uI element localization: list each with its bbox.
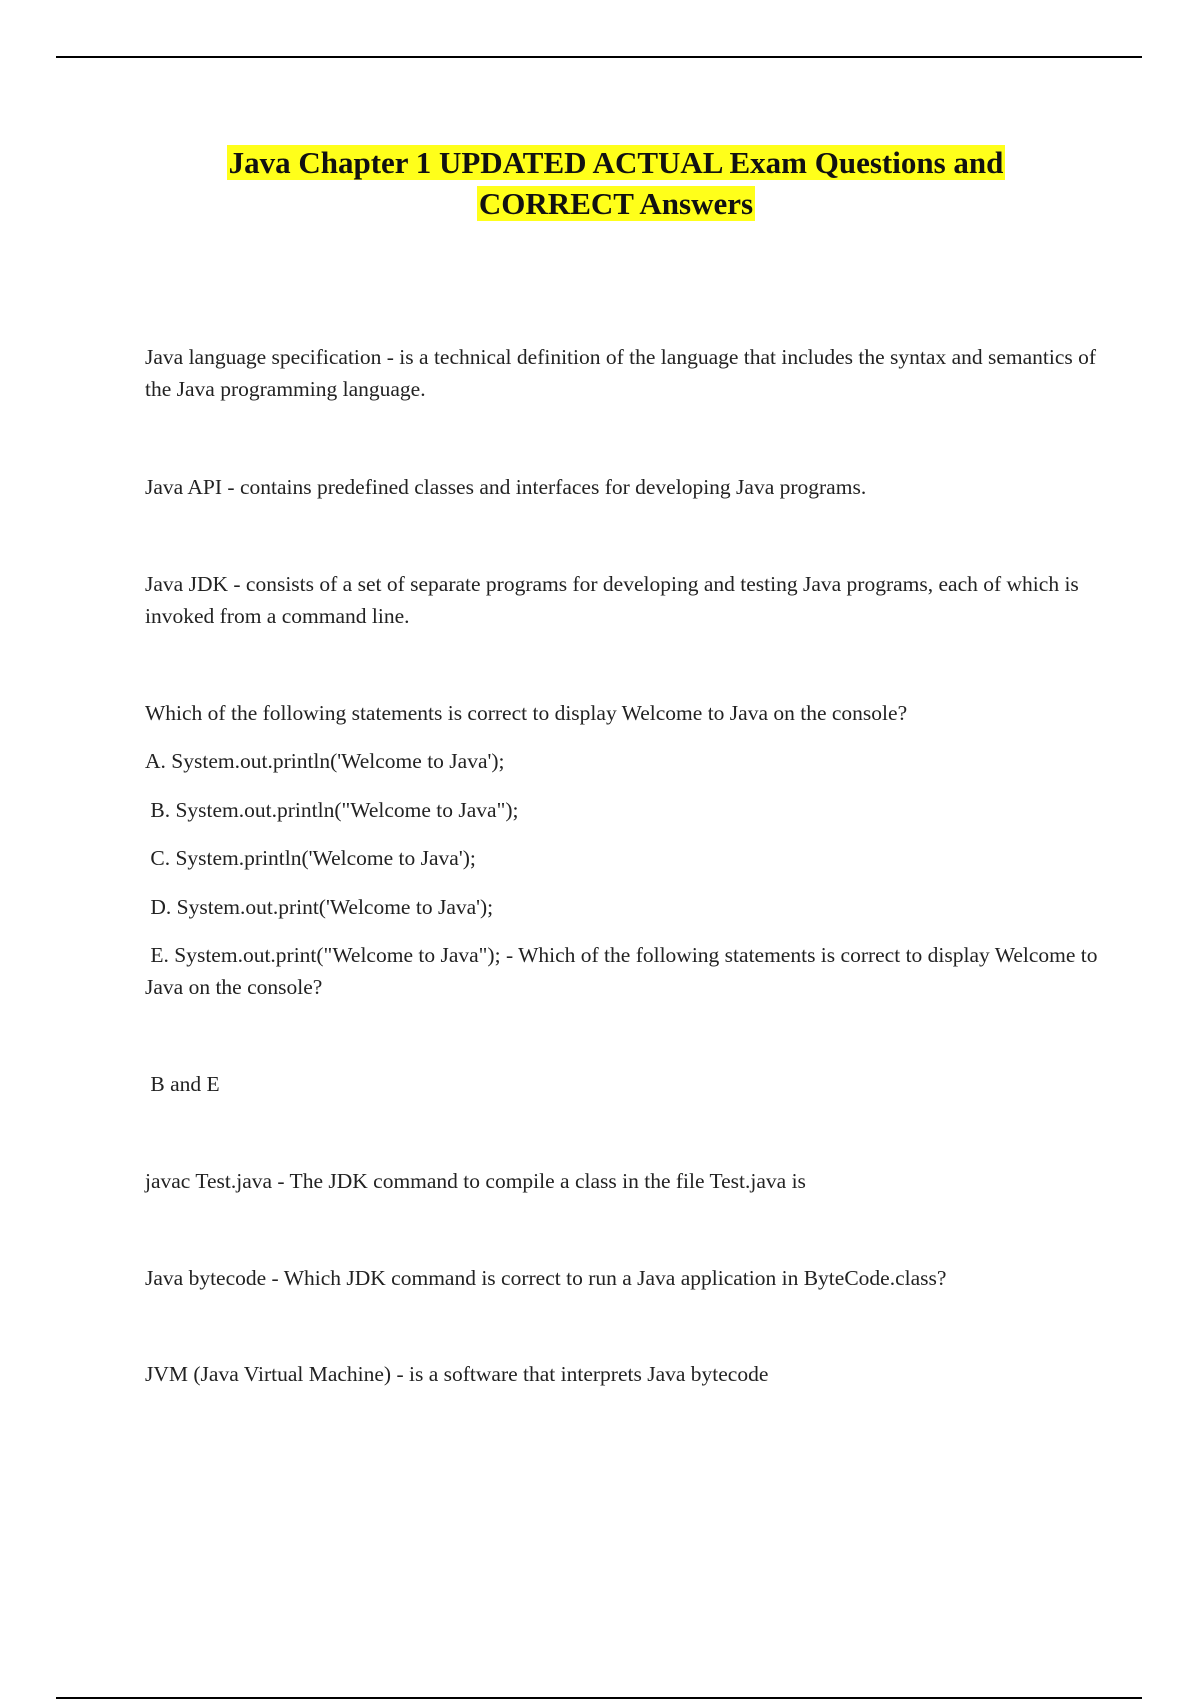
entry-java-api: Java API - contains predefined classes and interfaces for developing Java programs. (145, 475, 867, 499)
entry-javac: javac Test.java - The JDK command to compile a class in the file Test.java is (145, 1169, 806, 1193)
document-title (0, 142, 1200, 224)
top-rule (56, 56, 1142, 58)
entry-java-jdk: Java JDK - consists of a set of separate programs for developing and testing Java programs, each of which is invoked from a command line. (145, 572, 1079, 628)
entry-question-welcome: Which of the following statements is correct to display Welcome to Java on the console? (145, 701, 908, 725)
title-line-2: CORRECT Answers (478, 186, 754, 221)
entry-java-bytecode: Java bytecode - Which JDK command is correct to run a Java application in ByteCode.class? (145, 1266, 947, 1290)
title-line-1: Java Chapter 1 UPDATED ACTUAL Exam Questions and (228, 145, 1004, 180)
entry-option-b: B. System.out.println("Welcome to Java"); (145, 798, 519, 822)
entry-option-e: E. System.out.print("Welcome to Java"); - Which of the following statements is correct to display Welcome to Java on the console? (145, 943, 1103, 999)
entry-option-c: C. System.println('Welcome to Java'); (145, 846, 476, 870)
entry-answer-b-and-e: B and E (145, 1072, 220, 1096)
entry-option-a: A. System.out.println('Welcome to Java'); (145, 749, 505, 773)
entry-jvm: JVM (Java Virtual Machine) - is a software that interprets Java bytecode (145, 1362, 769, 1386)
entry-option-d: D. System.out.print('Welcome to Java'); (145, 895, 494, 919)
entry-java-language-specification: Java language specification - is a technical definition of the language that includes the syntax and semantics of the Java programming language. (145, 345, 1097, 401)
bottom-rule (56, 1697, 1142, 1699)
